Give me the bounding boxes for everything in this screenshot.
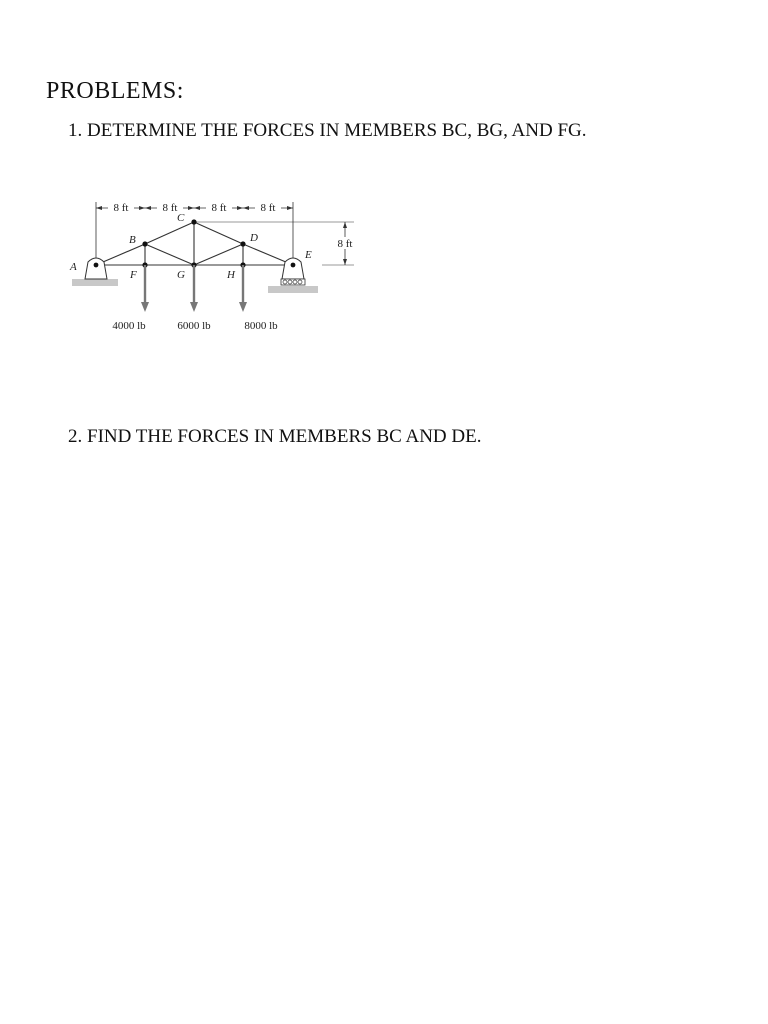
problem-2-statement: 2. FIND THE FORCES IN MEMBERS BC AND DE. xyxy=(68,426,482,447)
load-label-g: 6000 lb xyxy=(177,320,211,332)
dim-arrow xyxy=(194,206,200,210)
joint-label-c: C xyxy=(177,212,185,224)
member-cd xyxy=(194,222,243,244)
dim-arrow xyxy=(343,222,347,228)
dim-arrow xyxy=(287,206,293,210)
page-heading: PROBLEMS: xyxy=(46,78,184,104)
joint-label-h: H xyxy=(227,269,235,281)
joint-b xyxy=(142,241,147,246)
joint-a xyxy=(94,263,99,268)
dim-arrow xyxy=(237,206,243,210)
load-label-h: 8000 lb xyxy=(244,320,278,332)
member-bc xyxy=(145,222,194,244)
dim-arrow xyxy=(243,206,249,210)
ground-left xyxy=(72,279,118,286)
span-label-3: 8 ft xyxy=(211,202,227,214)
height-label: 8 ft xyxy=(337,238,353,250)
span-label-2: 8 ft xyxy=(162,202,178,214)
span-label-1: 8 ft xyxy=(113,202,129,214)
truss-diagram xyxy=(60,192,370,342)
joint-c xyxy=(191,219,196,224)
joint-e xyxy=(291,263,296,268)
dim-arrow xyxy=(96,206,102,210)
member-dg xyxy=(194,244,243,265)
problem-1-statement: 1. DETERMINE THE FORCES IN MEMBERS BC, BG, AND FG. xyxy=(68,120,587,141)
dim-arrow xyxy=(188,206,194,210)
truss-members xyxy=(96,222,293,265)
member-bg xyxy=(145,244,194,265)
joint-label-f: F xyxy=(130,269,137,281)
joint-d xyxy=(240,241,245,246)
roller-support-right xyxy=(282,258,304,279)
pin-support-left xyxy=(85,258,107,279)
joint-label-d: D xyxy=(250,232,258,244)
joint-label-g: G xyxy=(177,269,185,281)
load-label-f: 4000 lb xyxy=(112,320,146,332)
dim-arrow xyxy=(343,259,347,265)
joint-label-e: E xyxy=(305,249,312,261)
ground-right xyxy=(268,286,318,293)
truss-figure xyxy=(60,192,370,342)
dim-arrow xyxy=(139,206,145,210)
dim-arrow xyxy=(145,206,151,210)
span-label-4: 8 ft xyxy=(260,202,276,214)
joint-label-a: A xyxy=(70,261,77,273)
joint-label-b: B xyxy=(129,234,136,246)
